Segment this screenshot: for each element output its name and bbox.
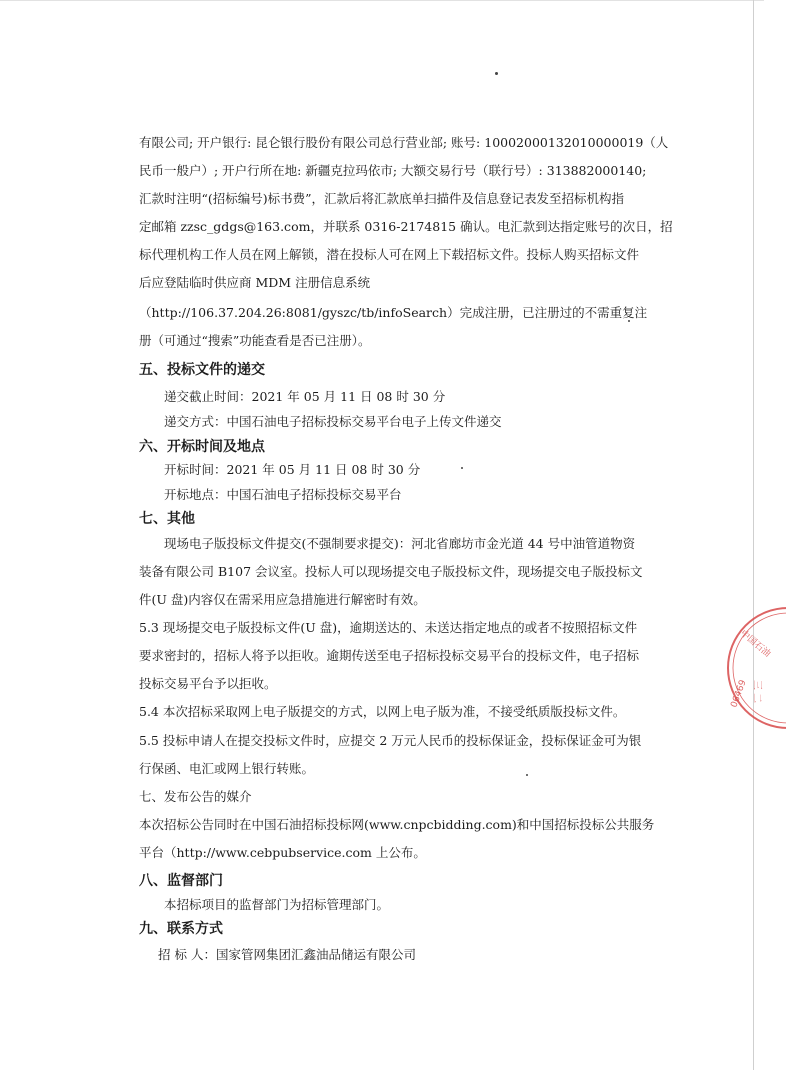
body-line: 投标交易平台予以拒收。 [139,676,277,691]
section-heading-7: 七、其他 [139,511,195,527]
body-line: 开标地点：中国石油电子招标投标交易平台 [164,487,402,502]
body-line: 标代理机构工作人员在网上解锁，潜在投标人可在网上下载招标文件。投标人购买招标文件 [139,247,640,262]
scan-speck [495,72,498,75]
scan-speck [461,467,463,469]
body-line: 装备有限公司 B107 会议室。投标人可以现场提交电子版投标文件，现场提交电子版投标文 [139,564,643,579]
body-line: 5.4 本次招标采取网上电子版提交的方式，以网上电子版为准，不接受纸质版投标文件。 [139,704,626,719]
body-line: 后应登陆临时供应商 MDM 注册信息系统 [139,275,371,290]
body-line: 5.5 投标申请人在提交投标文件时，应提交 2 万元人民币的投标保证金，投标保证金可为银 [139,733,642,748]
body-line: 本次招标公告同时在中国石油招标投标网(www.cnpcbidding.com)和中国招标投标公共服务 [139,817,655,832]
contact-line: 招 标 人：国家管网集团汇鑫油品储运有限公司 [158,947,416,962]
body-line: 汇款时注明“(招标编号)标书费”，汇款后将汇款底单扫描件及信息登记表发至招标机构指 [139,191,625,206]
section-heading-5: 五、投标文件的递交 [139,362,265,378]
body-line: 件(U 盘)内容仅在需采用应急措施进行解密时有效。 [139,592,426,607]
body-line: 册（可通过“搜索”功能查看是否已注册）。 [139,333,371,348]
body-line: 平台（http://www.cebpubservice.com 上公布。 [139,845,426,860]
section-heading-6: 六、开标时间及地点 [139,439,265,455]
seal-stamp [726,600,786,740]
body-line: （http://106.37.204.26:8081/gyszc/tb/infoSearch）完成注册，已注册过的不需重复注 [139,305,648,320]
seal-text-top: 中国石油 [738,628,773,660]
body-line: 递交截止时间：2021 年 05 月 11 日 08 时 30 分 [164,389,446,404]
scan-right-edge [753,0,754,1070]
body-line: 现场电子版投标文件提交(不强制要求提交)：河北省廊坊市金光道 44 号中油管道物资 [164,536,636,551]
seal-ring [728,608,786,728]
body-line: 定邮箱 zzsc_gdgs@163.com，并联系 0316-2174815 确认。电汇款到达指定账号的次日，招 [139,219,673,234]
seal-code: 06469 [729,678,749,710]
body-line: 七、发布公告的媒介 [139,789,252,804]
scan-speck [526,774,528,776]
section-heading-9: 九、联系方式 [139,921,223,937]
body-line: 行保函、电汇或网上银行转账。 [139,761,315,776]
body-line: 开标时间：2021 年 05 月 11 日 08 时 30 分 [164,462,421,477]
section-heading-8: 八、监督部门 [139,873,223,889]
body-line: 民币一般户）; 开户行所在地: 新疆克拉玛依市; 大额交易行号（联行号）: 313882000140; [139,163,647,178]
body-line: 有限公司; 开户银行: 昆仑银行股份有限公司总行营业部; 账号: 10002000132010000019（人 [139,135,669,150]
scan-top-edge [0,0,764,1]
seal-text-mid: 三 二 [751,680,762,704]
body-line: 5.3 现场提交电子版投标文件(U 盘)，逾期送达的、未送达指定地点的或者不按照招标文件 [139,620,638,635]
body-line: 本招标项目的监督部门为招标管理部门。 [164,897,390,912]
body-line: 递交方式：中国石油电子招标投标交易平台电子上传文件递交 [164,414,502,429]
body-line: 要求密封的，招标人将予以拒收。逾期传送至电子招标投标交易平台的投标文件，电子招标 [139,648,640,663]
